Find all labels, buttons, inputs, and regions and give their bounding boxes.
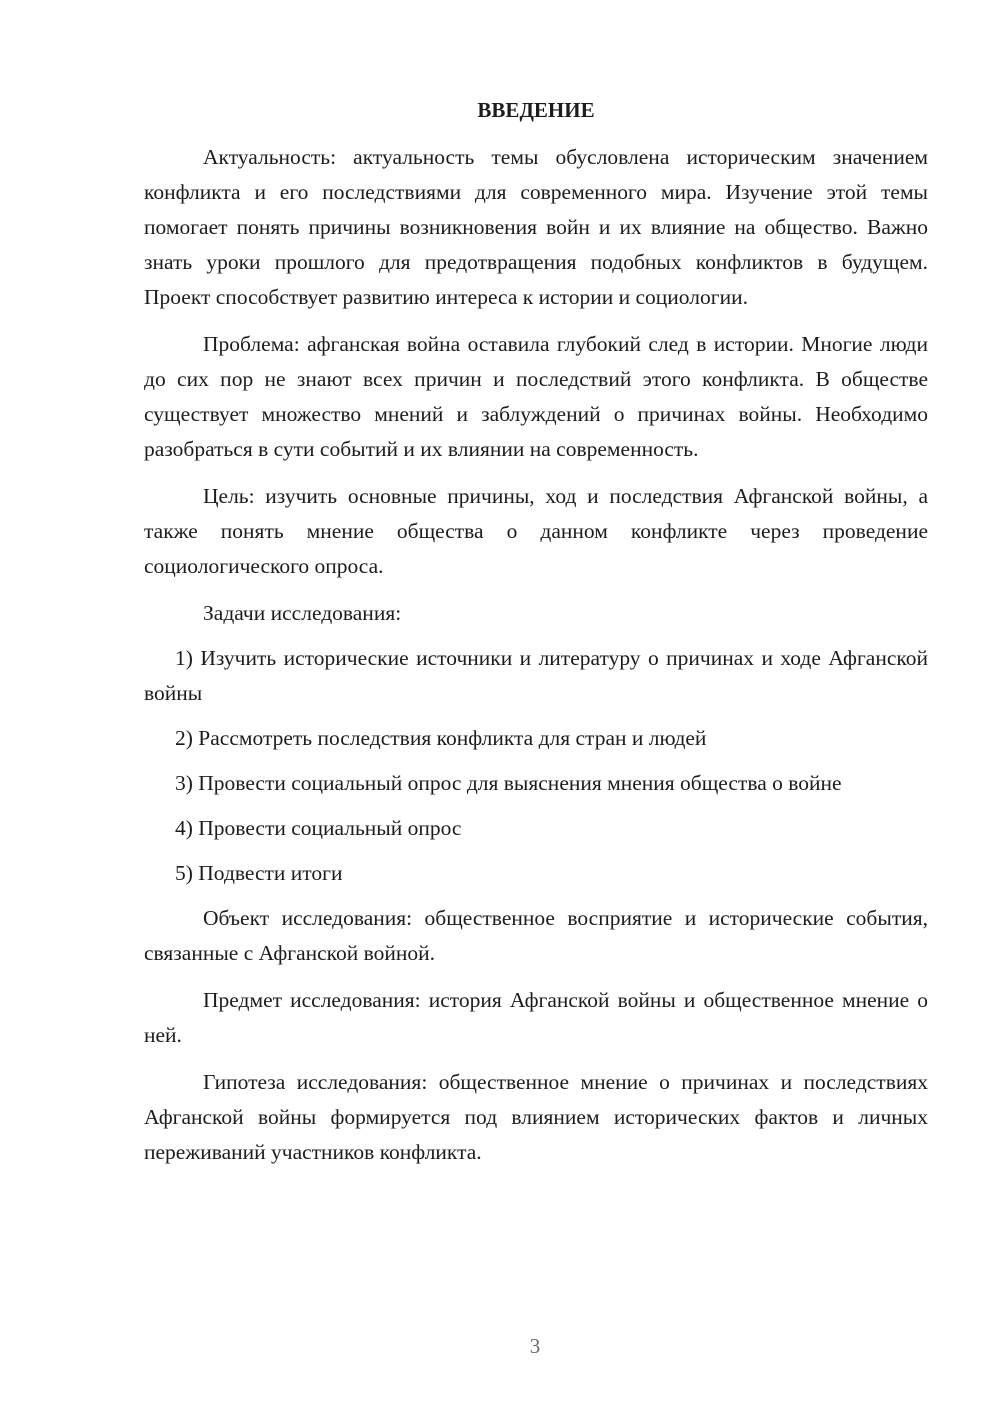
page-number: 3 (529, 1334, 541, 1358)
task-item: 3) Провести социальный опрос для выяснения мнения общества о войне (175, 771, 842, 795)
hypothesis-paragraph: Гипотеза исследования: общественное мнение о причинах и последствиях Афганской войны формируется под влиянием исторических фактов и личных переживаний участников конфликта. (144, 1070, 928, 1164)
relevance-paragraph: Актуальность: актуальность темы обусловлена историческим значением конфликта и его последствиями для современного мира. Изучение этой темы помогает понять причины возникновения войн и их влияние на общество. Важно знать уроки прошлого для предотвращения подобных конфликтов в будущем. Проект способствует развитию интереса к истории и социологии. (144, 145, 928, 309)
problem-paragraph: Проблема: афганская война оставила глубокий след в истории. Многие люди до сих пор не знают всех причин и последствий этого конфликта. В обществе существует множество мнений и заблуждений о причинах войны. Необходимо разобраться в сути событий и их влиянии на современность. (144, 332, 928, 461)
goal-paragraph: Цель: изучить основные причины, ход и последствия Афганской войны, а также понять мнение общества о данном конфликте через проведение социологического опроса. (144, 484, 928, 578)
task-item: 2) Рассмотреть последствия конфликта для стран и людей (175, 726, 707, 750)
subject-paragraph: Предмет исследования: история Афганской войны и общественное мнение о ней. (144, 988, 928, 1047)
tasks-heading: Задачи исследования: (203, 601, 402, 625)
task-item: 4) Провести социальный опрос (175, 816, 462, 840)
object-paragraph: Объект исследования: общественное восприятие и исторические события, связанные с Афганской войной. (144, 906, 928, 965)
task-item: 5) Подвести итоги (175, 861, 343, 885)
document-page (144, 95, 928, 1182)
page-title: ВВЕДЕНИЕ (477, 98, 595, 122)
task-item: 1) Изучить исторические источники и литературу о причинах и ходе Афганской войны (144, 646, 928, 705)
